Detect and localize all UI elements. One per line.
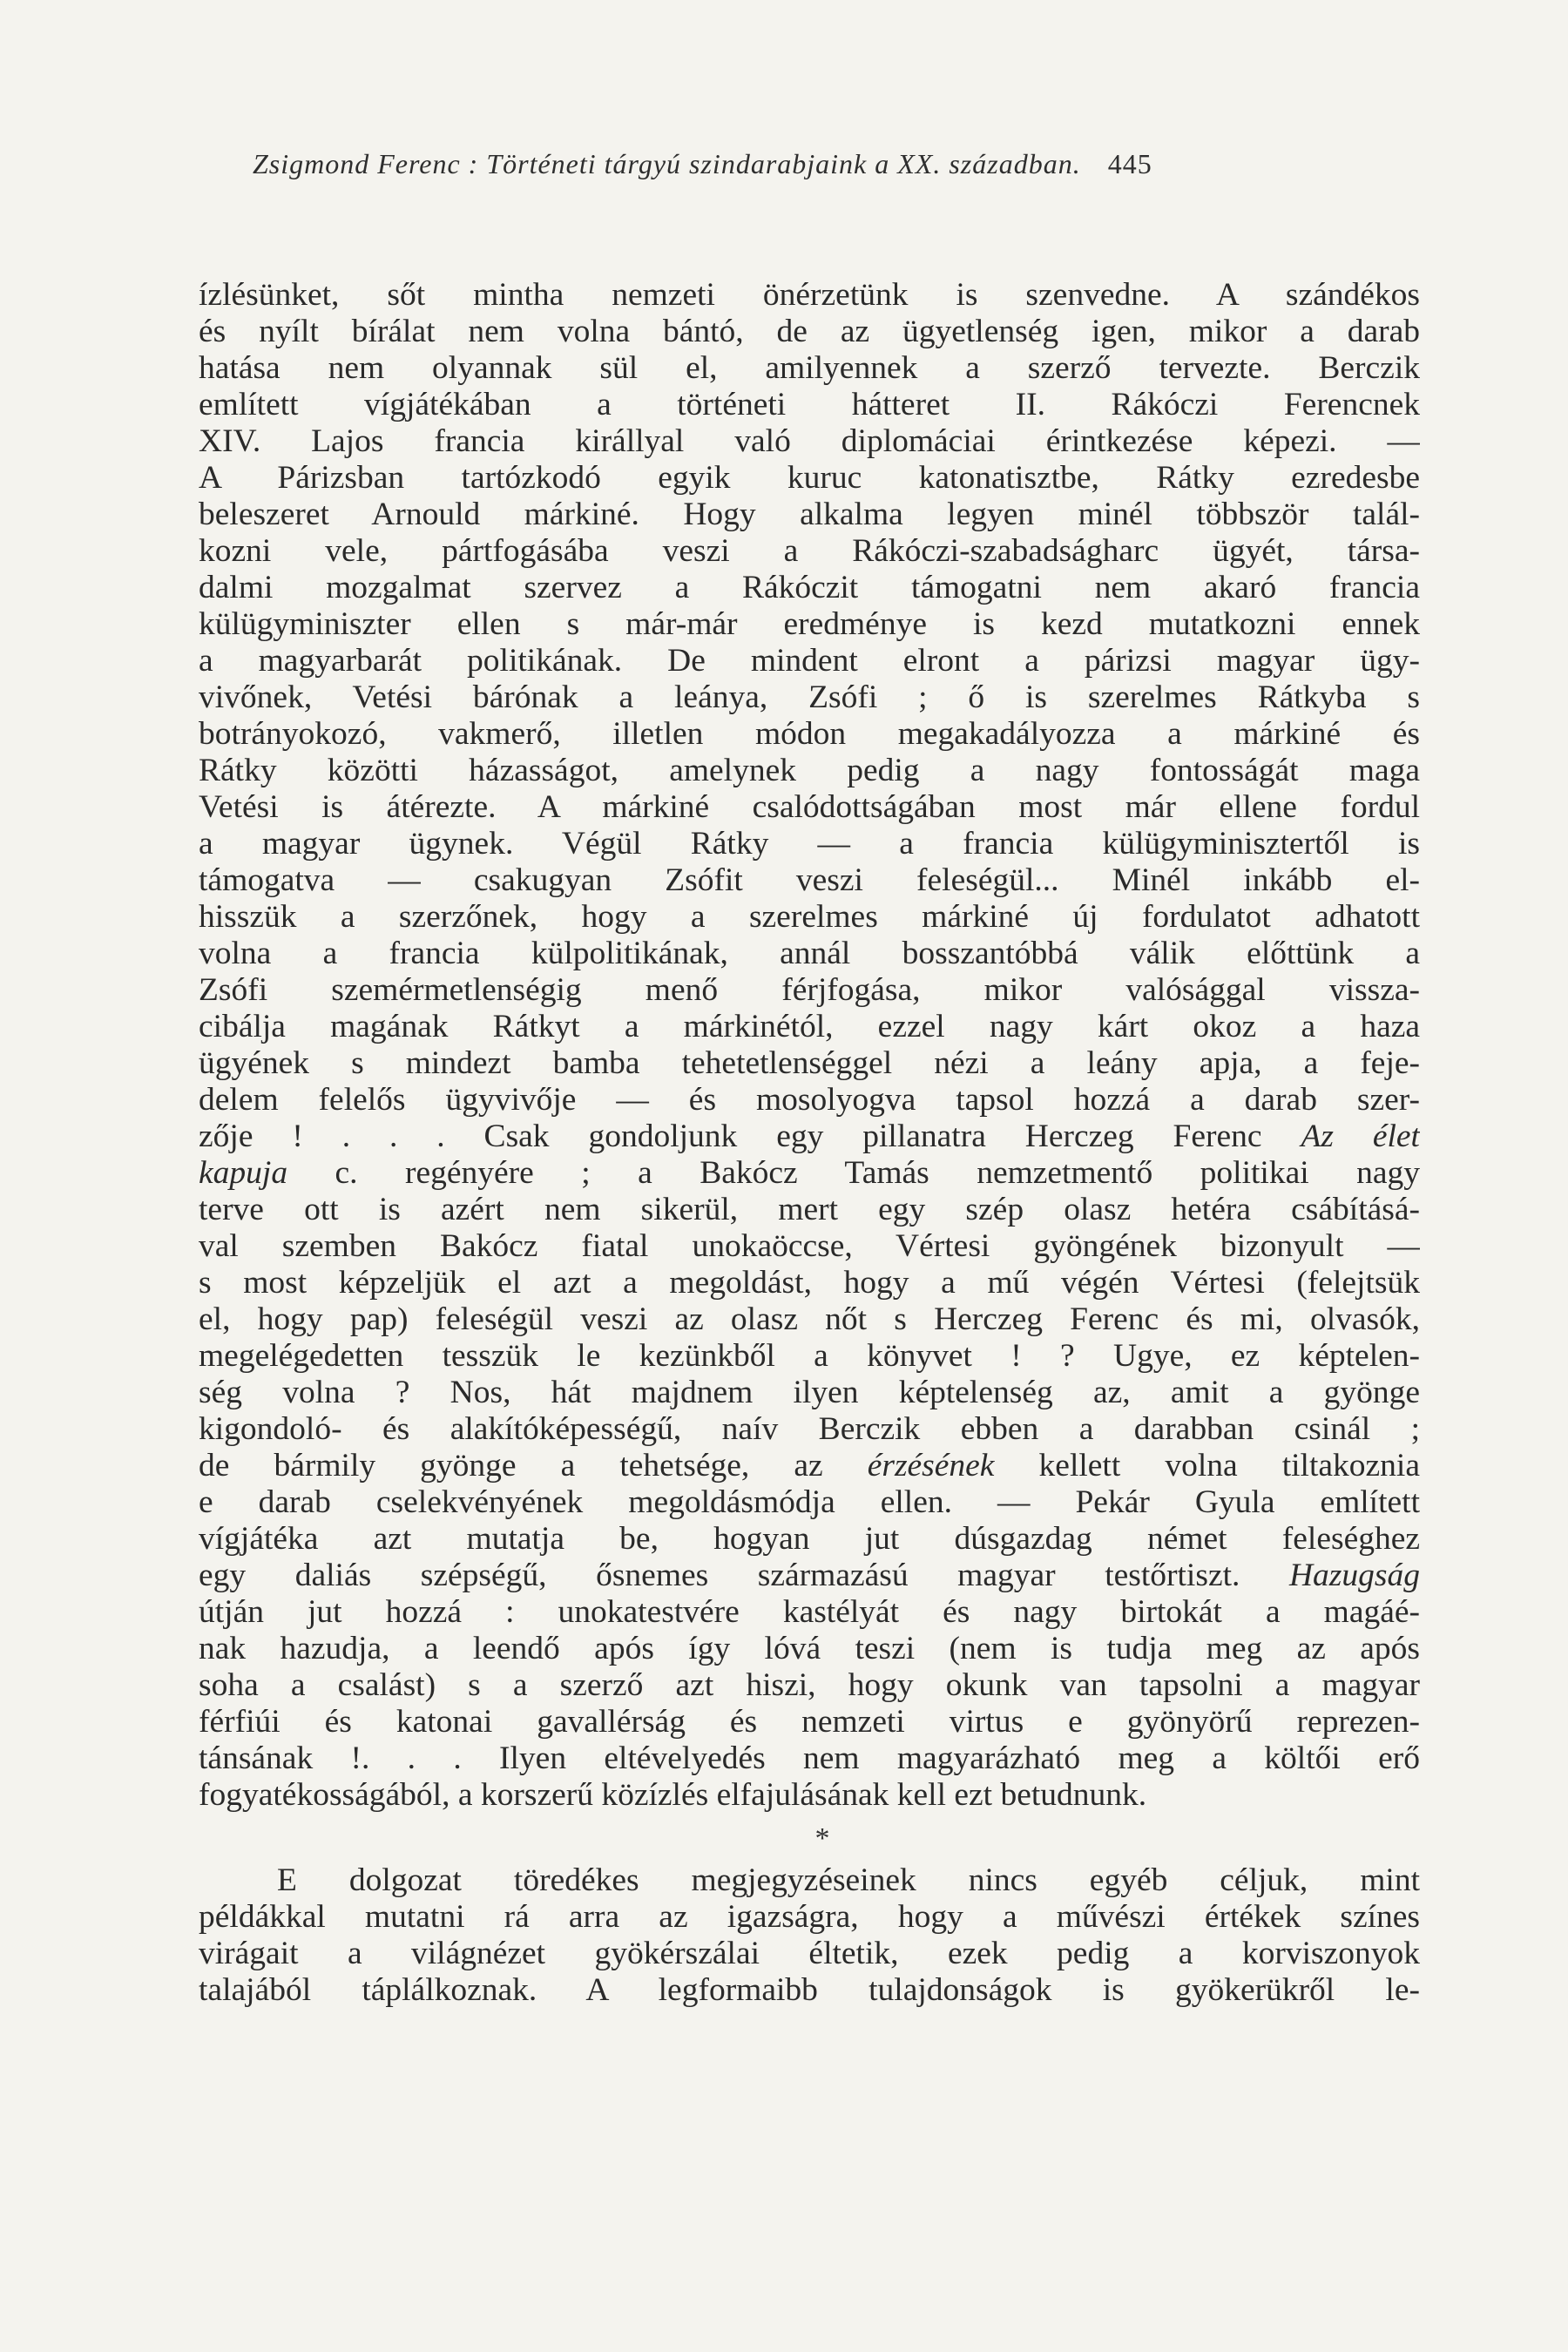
text-line xyxy=(199,606,1420,643)
text-line xyxy=(199,1448,1420,1484)
text-line xyxy=(199,1899,1420,1936)
text-segment: hatása nem olyannak sül el, amilyennek a szerző tervezte. Berczik xyxy=(199,350,1420,386)
text-segment: egy daliás szépségű, ősnemes származású magyar testőrtiszt. xyxy=(199,1558,1289,1593)
text-segment: cibálja magának Rátkyt a márkinétól, ezzel nagy kárt okoz a haza xyxy=(199,1009,1420,1044)
text-line xyxy=(199,1558,1420,1594)
text-line xyxy=(199,716,1420,753)
text-segment: kellett volna tiltakoznia xyxy=(994,1448,1420,1484)
text-segment: példákkal mutatni rá arra az igazságra, hogy a művészi értékek színes xyxy=(199,1899,1420,1935)
text-line xyxy=(199,533,1420,570)
text-segment: külügyminiszter ellen s már-már eredménye is kezd mutatkozni ennek xyxy=(199,606,1420,642)
text-line xyxy=(199,679,1420,716)
text-segment: vivőnek, Vetési bárónak a leánya, Zsófi ; ő is szerelmes Rátkyba s xyxy=(199,679,1420,715)
text-line xyxy=(199,1155,1420,1192)
text-segment: Rátky közötti házasságot, amelynek pedig a nagy fontosságát maga xyxy=(199,753,1420,788)
italic-title: kapuja xyxy=(199,1155,288,1191)
text-line xyxy=(199,350,1420,387)
text-segment: E dolgozat töredékes megjegyzéseinek nincs egyéb céljuk, mint xyxy=(277,1862,1420,1898)
text-segment: ügyének s mindezt bamba tehetetlenséggel nézi a leány apja, a feje- xyxy=(199,1045,1420,1081)
running-head-title: Zsigmond Ferenc : Történeti tárgyú szindarabjaink a XX. században. xyxy=(253,148,1081,179)
text-line xyxy=(199,1936,1420,1972)
text-line xyxy=(199,643,1420,679)
text-line xyxy=(199,826,1420,862)
text-segment: zője ! . . . Csak gondoljunk egy pillanatra Herczeg Ferenc xyxy=(199,1119,1301,1154)
text-line xyxy=(199,936,1420,972)
text-line xyxy=(199,862,1420,899)
text-line xyxy=(199,1375,1420,1411)
text-line xyxy=(199,789,1420,826)
text-line xyxy=(199,1521,1420,1558)
text-segment: fogyatékosságából, a korszerű közízlés elfajulásának kell ezt betudnunk. xyxy=(199,1777,1147,1813)
text-line xyxy=(199,972,1420,1009)
text-segment: Vetési is átérezte. A márkiné csalódottságában most már ellene fordul xyxy=(199,789,1420,825)
text-segment: val szemben Bakócz fiatal unokaöccse, Vértesi gyöngének bizonyult — xyxy=(199,1228,1420,1264)
text-segment: hisszük a szerzőnek, hogy a szerelmes márkiné új fordulatot adhatott xyxy=(199,899,1420,935)
text-line xyxy=(199,460,1420,497)
text-segment: c. regényére ; a Bakócz Tamás nemzetmentő politikai nagy xyxy=(287,1155,1420,1191)
text-segment: tánsának !. . . Ilyen eltévelyedés nem magyarázható meg a költői erő xyxy=(199,1740,1420,1776)
text-line xyxy=(199,1777,1420,1814)
text-line xyxy=(199,314,1420,350)
text-line xyxy=(199,753,1420,789)
italic-title: érzésének xyxy=(867,1448,995,1484)
text-line xyxy=(199,1009,1420,1045)
text-segment: a magyarbarát politikának. De mindent elront a párizsi magyar ügy- xyxy=(199,643,1420,679)
text-line xyxy=(199,1411,1420,1448)
text-segment: terve ott is azért nem sikerül, mert egy szép olasz hetéra csábításá- xyxy=(199,1192,1420,1227)
text-segment: de bármily gyönge a tehetsége, az xyxy=(199,1448,868,1484)
text-segment: XIV. Lajos francia királlyal való diplomáciai érintkezése képezi. — xyxy=(199,423,1420,459)
text-line xyxy=(199,1119,1420,1155)
text-segment: a magyar ügynek. Végül Rátky — a francia külügyminisztertől is xyxy=(199,826,1420,862)
text-segment: talajából táplálkoznak. A legformaibb tulajdonságok is gyökerükről le- xyxy=(199,1972,1420,2008)
text-line xyxy=(199,497,1420,533)
text-line xyxy=(199,570,1420,606)
italic-title: Hazugság xyxy=(1288,1558,1420,1593)
text-segment: és nyílt bírálat nem volna bántó, de az ügyetlenség igen, mikor a darab xyxy=(199,314,1420,349)
text-line xyxy=(199,1082,1420,1119)
text-segment: útján jut hozzá : unokatestvére kastélyát és nagy birtokát a magáé- xyxy=(199,1594,1420,1630)
text-segment: volna a francia külpolitikának, annál bosszantóbbá válik előttünk a xyxy=(199,936,1420,971)
text-line xyxy=(199,1338,1420,1375)
text-segment: ízlésünket, sőt mintha nemzeti önérzetünk is szenvedne. A szándékos xyxy=(199,277,1420,313)
text-segment: kozni vele, pártfogásába veszi a Rákóczi-szabadságharc ügyét, társa- xyxy=(199,533,1420,569)
text-line xyxy=(199,1228,1420,1265)
text-segment: delem felelős ügyvivője — és mosolyogva tapsol hozzá a darab szer- xyxy=(199,1082,1420,1118)
text-segment: ség volna ? Nos, hát majdnem ilyen képtelenség az, amit a gyönge xyxy=(199,1375,1420,1410)
running-head xyxy=(253,148,1472,180)
text-line xyxy=(199,899,1420,936)
text-line xyxy=(199,423,1420,460)
page-number: 445 xyxy=(1107,148,1152,179)
italic-title: Az élet xyxy=(1301,1119,1420,1154)
text-line xyxy=(199,387,1420,423)
text-segment: beleszeret Arnould márkiné. Hogy alkalma legyen minél többször talál- xyxy=(199,497,1420,532)
text-line xyxy=(199,1862,1420,1899)
section-separator: * xyxy=(814,1822,830,1855)
text-segment: megelégedetten tesszük le kezünkből a könyvet ! ? Ugye, ez képtelen- xyxy=(199,1338,1420,1374)
text-line xyxy=(199,1301,1420,1338)
text-segment: vígjátéka azt mutatja be, hogyan jut dúsgazdag német feleséghez xyxy=(199,1521,1420,1557)
text-line xyxy=(199,1631,1420,1667)
text-line xyxy=(199,1594,1420,1631)
text-segment: férfiúi és katonai gavallérság és nemzeti virtus e gyönyörű reprezen- xyxy=(199,1704,1420,1740)
text-line xyxy=(199,1972,1420,2009)
text-segment: botrányokozó, vakmerő, illetlen módon megakadályozza a márkiné és xyxy=(199,716,1420,752)
text-segment: virágait a világnézet gyökérszálai éltetik, ezek pedig a korviszonyok xyxy=(199,1936,1420,1971)
text-line xyxy=(199,1192,1420,1228)
text-segment: Zsófi szemérmetlenségig menő férjfogása, mikor valósággal vissza- xyxy=(199,972,1420,1008)
text-segment: el, hogy pap) feleségül veszi az olasz nőt s Herczeg Ferenc és mi, olvasók, xyxy=(199,1301,1420,1337)
text-segment: nak hazudja, a leendő após így lóvá teszi (nem is tudja meg az após xyxy=(199,1631,1420,1666)
text-line xyxy=(199,1045,1420,1082)
text-line xyxy=(199,1740,1420,1777)
text-line xyxy=(199,277,1420,314)
text-line xyxy=(199,1667,1420,1704)
text-segment: említett vígjátékában a történeti hátteret II. Rákóczi Ferencnek xyxy=(199,387,1420,422)
text-segment: támogatva — csakugyan Zsófit veszi feleségül... Minél inkább el- xyxy=(199,862,1420,898)
text-segment: e darab cselekvényének megoldásmódja ellen. — Pekár Gyula említett xyxy=(199,1484,1420,1520)
text-line xyxy=(199,1265,1420,1301)
body-text xyxy=(199,277,1420,2009)
text-line xyxy=(199,1704,1420,1740)
text-segment: kigondoló- és alakítóképességű, naív Berczik ebben a darabban csinál ; xyxy=(199,1411,1420,1447)
text-segment: A Párizsban tartózkodó egyik kuruc katonatisztbe, Rátky ezredesbe xyxy=(199,460,1420,496)
text-line xyxy=(199,1484,1420,1521)
text-segment: soha a csalást) s a szerző azt hiszi, hogy okunk van tapsolni a magyar xyxy=(199,1667,1420,1703)
text-segment: s most képzeljük el azt a megoldást, hogy a mű végén Vértesi (felejtsük xyxy=(199,1265,1420,1301)
text-segment: dalmi mozgalmat szervez a Rákóczit támogatni nem akaró francia xyxy=(199,570,1420,605)
